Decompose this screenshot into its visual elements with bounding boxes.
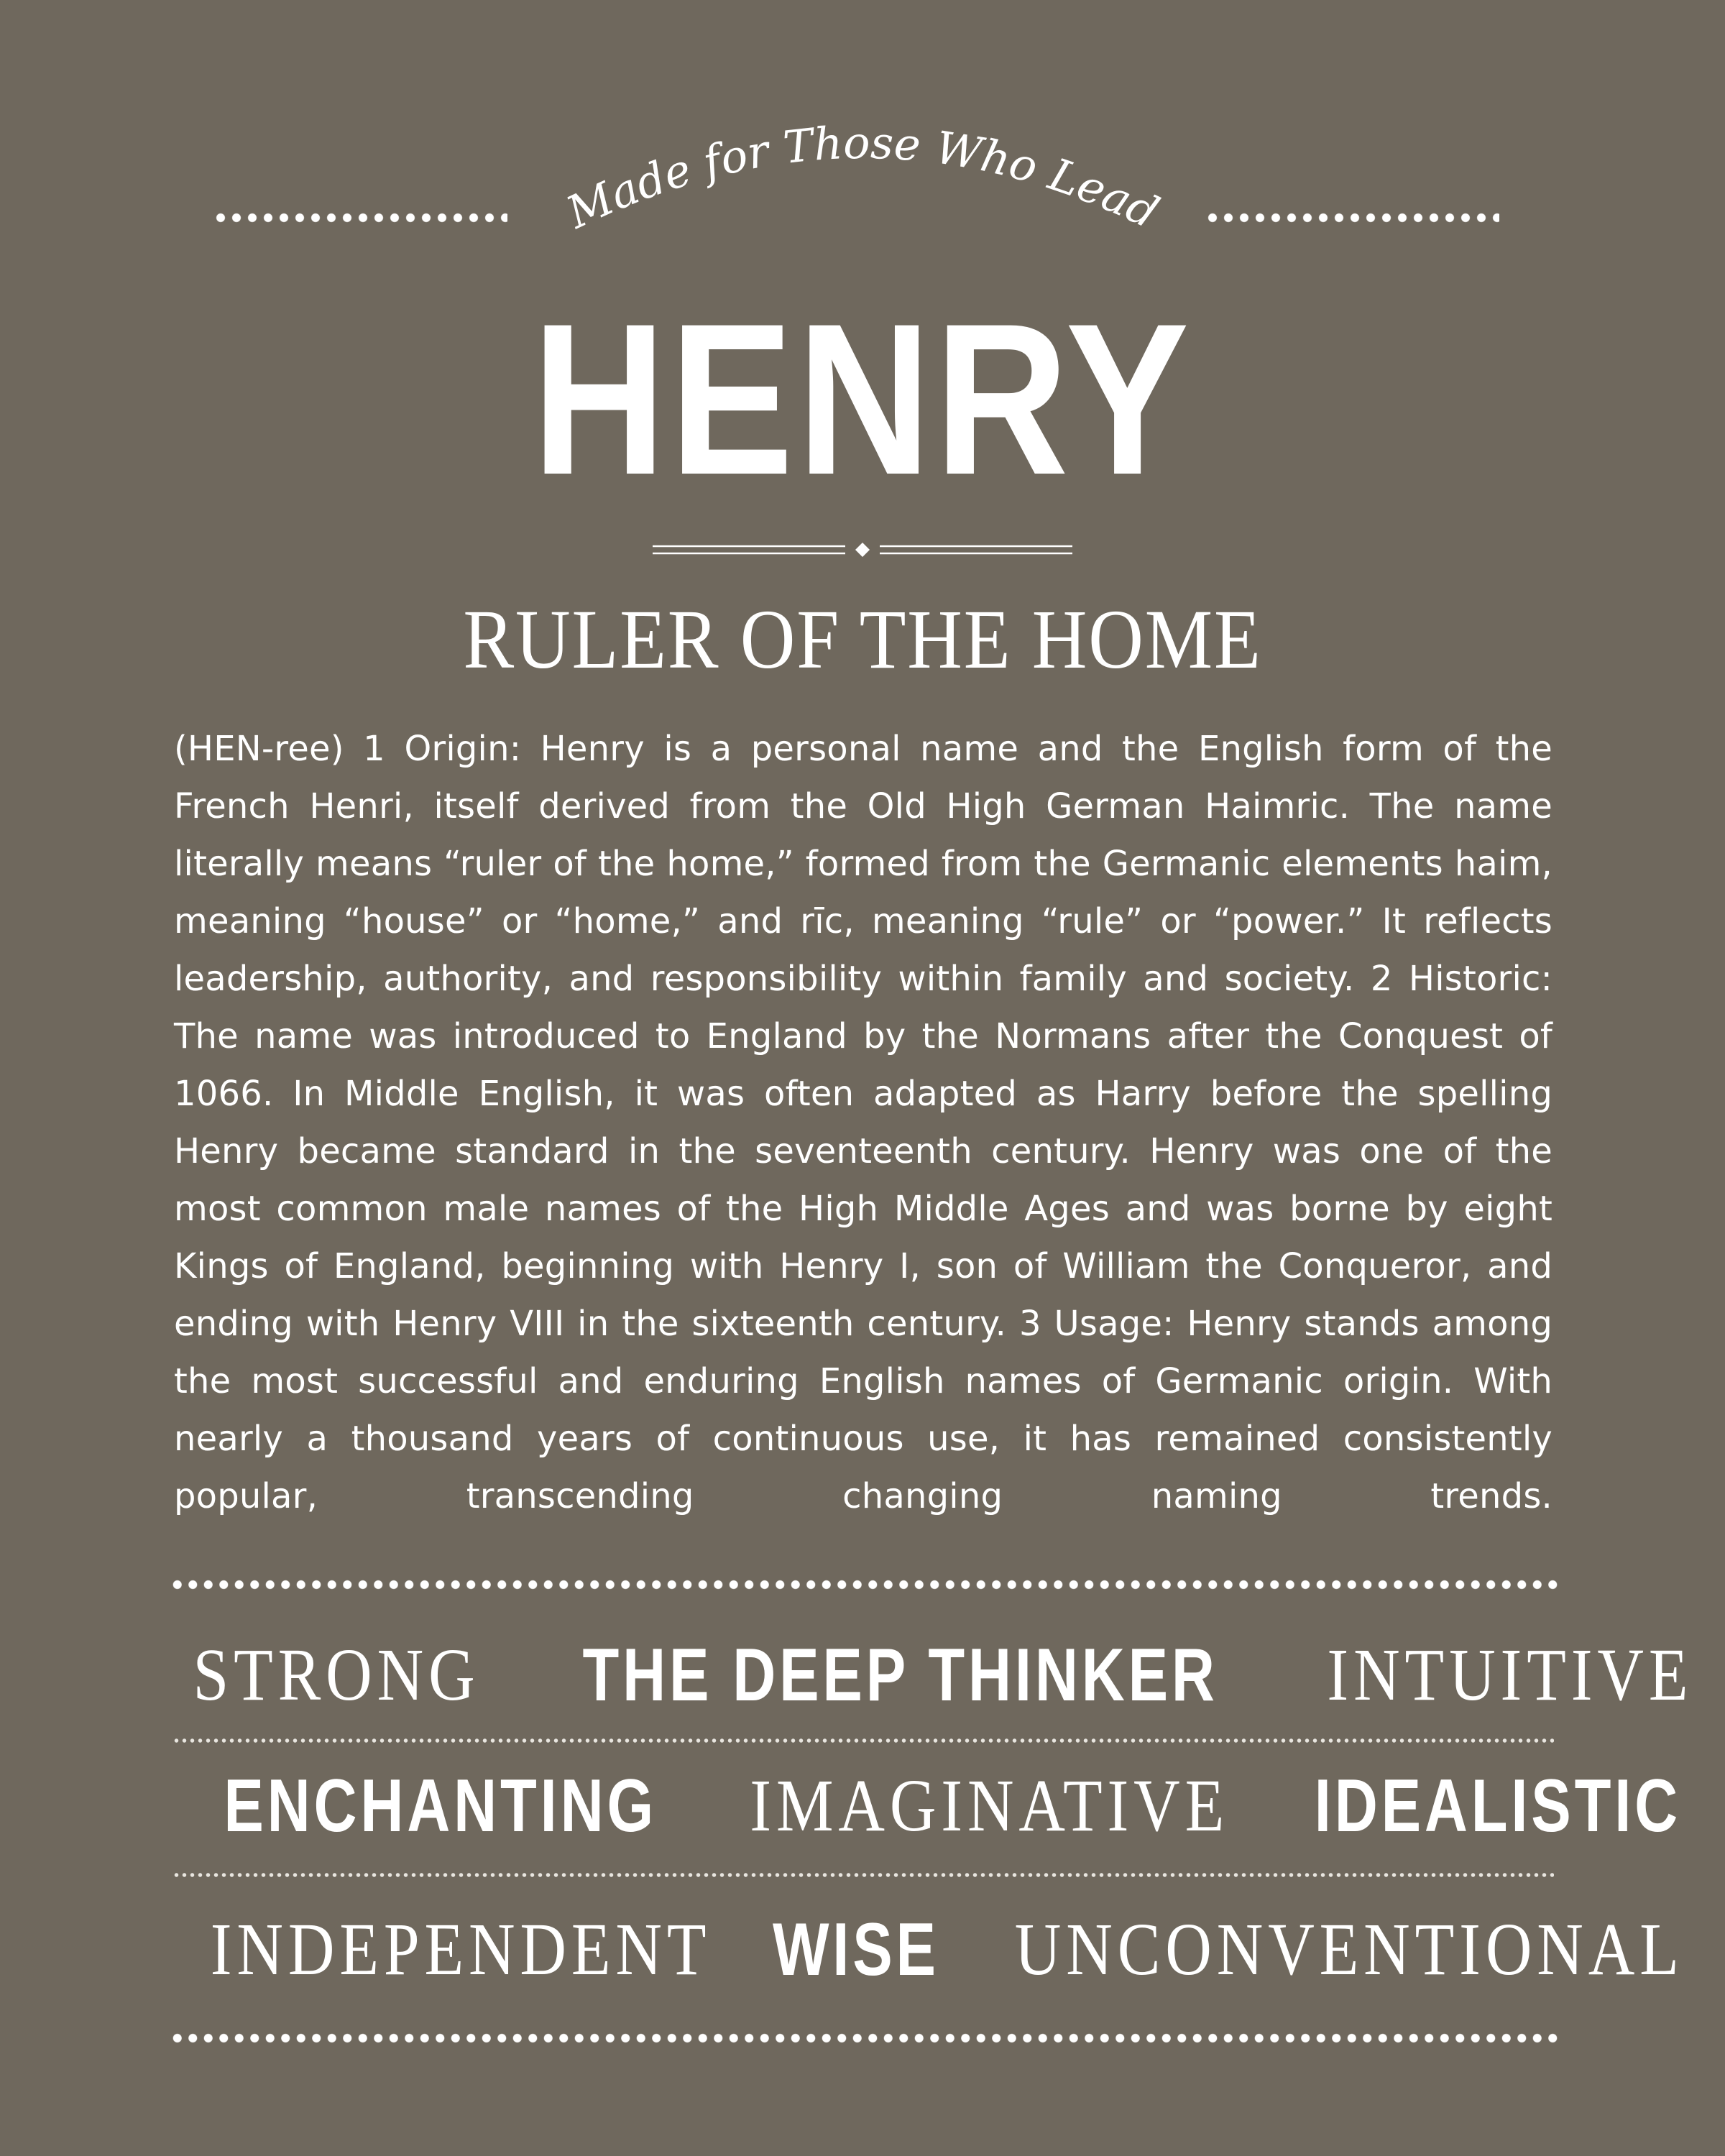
diamond-icon <box>855 543 870 557</box>
tagline <box>558 116 1167 239</box>
traits-row-3 <box>170 1903 1684 1996</box>
trait-independent: INDEPENDENT <box>210 1908 712 1991</box>
trait-strong: STRONG <box>193 1634 480 1716</box>
trait-wise: WISE <box>773 1908 939 1991</box>
name-meaning: RULER OF THE HOME <box>463 592 1262 686</box>
name-title: HENRY <box>532 278 1193 520</box>
name-description: (HEN-ree) 1 Origin: Henry is a personal name and the English form of the French Henri, itself derived from the Old High German Haimric. The name literally means “ruler of the home,” formed from the Germanic elements haim, meaning “house” or “home,” and rīc, meaning “rule” or “power.” It reflects leadership, authority, and responsibility within family and society. 2 Historic: The name was introduced to England by the Normans after the Conquest of 1066. In Middle English, it was often adapted as Harry before the spelling Henry became standard in the seventeenth century. Henry was one of the most common male names of the High Middle Ages and was borne by eight Kings of England, beginning with Henry I, son of William the Conqueror, and ending with Henry VIII in the sixteenth century. 3 Usage: Henry stands among the most successful and enduring English names of Germanic origin. With nearly a thousand years of continuous use, it has remained consistently popular, transcending changing naming trends. <box>174 729 1552 1516</box>
trait-enchanting: ENCHANTING <box>224 1764 657 1848</box>
diamond-divider <box>647 538 1078 562</box>
traits-divider-top <box>170 1580 1558 1590</box>
tagline-divider-right <box>1205 213 1499 223</box>
trait-unconventional: UNCONVENTIONAL <box>1014 1908 1684 1991</box>
tagline-text: Made for Those Who Lead <box>558 116 1167 239</box>
trait-imaginative: IMAGINATIVE <box>750 1764 1230 1847</box>
traits-divider-bottom <box>170 2033 1558 2043</box>
trait-intuitive: INTUITIVE <box>1327 1634 1693 1716</box>
traits-divider-2 <box>172 1873 1554 1877</box>
trait-the-deep-thinker: THE DEEP THINKER <box>582 1634 1218 1717</box>
traits-row-1 <box>170 1628 1693 1722</box>
traits-divider-1 <box>172 1738 1554 1743</box>
tagline-arc <box>532 101 1193 259</box>
traits-row-2 <box>170 1759 1681 1853</box>
tagline-divider-left <box>213 213 507 223</box>
trait-idealistic: IDEALISTIC <box>1314 1764 1681 1848</box>
